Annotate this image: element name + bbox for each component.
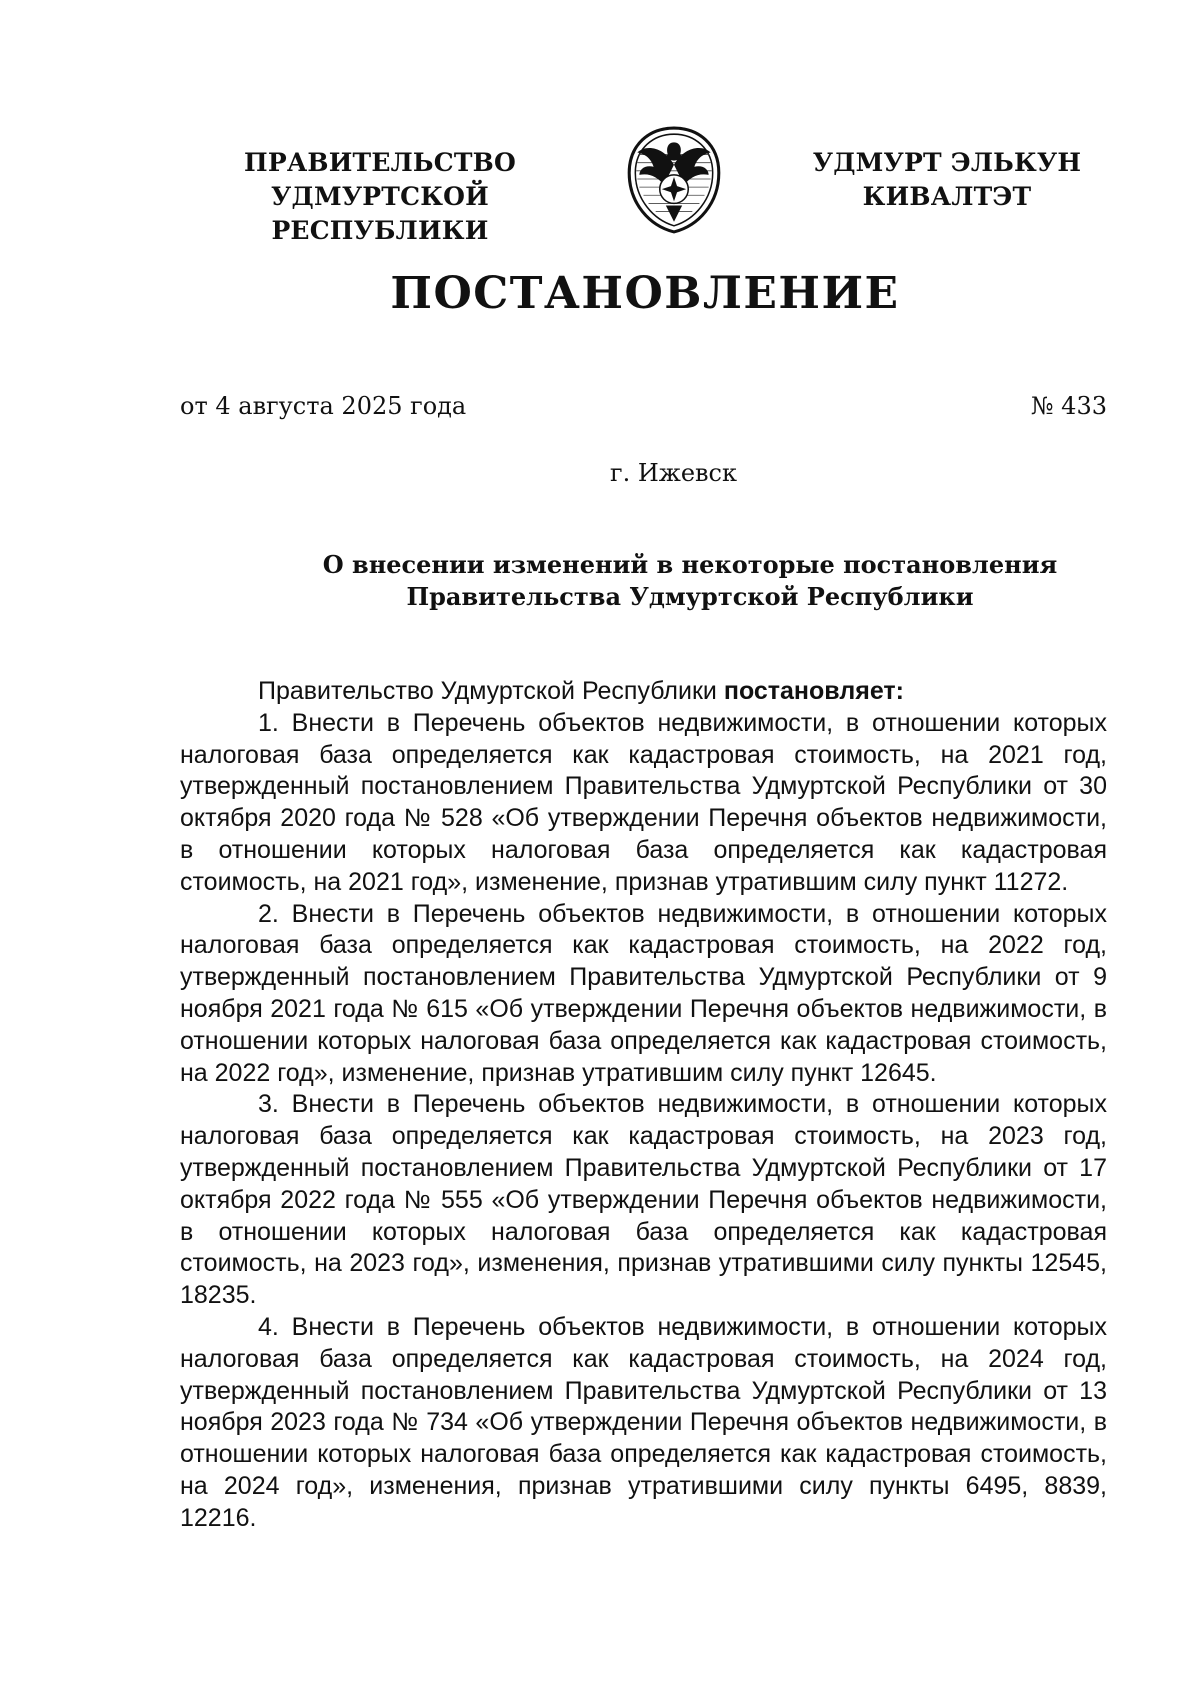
clause-paragraph-1: 1. Внести в Перечень объектов недвижимости, в отношении которых налоговая база определяется как кадастровая стоимость, на 2021 год, утвержденный постановлением Правительства Удмуртской Республики от 30 октября 2020 года № 528 «Об утверждении Перечня объектов недвижимости, в отношении которых налоговая база определяется как кадастровая стоимость, на 2021 год», изменение, признав утратившим силу пункт 11272. <box>180 708 1107 896</box>
clause-paragraph-2: 2. Внести в Перечень объектов недвижимости, в отношении которых налоговая база определяется как кадастровая стоимость, на 2022 год, утвержденный постановлением Правительства Удмуртской Республики от 9 ноября 2021 года № 615 «Об утверждении Перечня объектов недвижимости, в отношении которых налоговая база определяется как кадастровая стоимость, на 2022 год», изменение, признав утратившим силу пункт 12645. <box>180 899 1107 1087</box>
header-left-line2: УДМУРТСКОЙ РЕСПУБЛИКИ <box>271 182 489 245</box>
document-date: от 4 августа 2025 года <box>180 392 467 420</box>
header-left-line1: ПРАВИТЕЛЬСТВО <box>244 148 516 177</box>
document-number: № 433 <box>1030 392 1107 420</box>
title-line1: О внесении изменений в некоторые постановления <box>322 550 1058 579</box>
government-name-udmurt <box>792 146 1102 214</box>
decree-word: постановляет: <box>723 677 904 705</box>
government-name-russian <box>170 146 590 248</box>
header-right-line2: КИВАЛТЭТ <box>862 182 1032 211</box>
document-city: г. Ижевск <box>610 459 737 487</box>
document-title <box>180 549 1200 613</box>
intro-text: Правительство Удмуртской Республики <box>258 677 724 705</box>
clause-paragraph-3: 3. Внести в Перечень объектов недвижимости, в отношении которых налоговая база определяется как кадастровая стоимость, на 2023 год, утвержденный постановлением Правительства Удмуртской Республики от 17 октября 2022 года № 555 «Об утверждении Перечня объектов недвижимости, в отношении которых налоговая база определяется как кадастровая стоимость, на 2023 год», изменения, признав утратившими силу пункты 12545, 18235. <box>180 1090 1107 1310</box>
document-body <box>180 676 1107 1535</box>
clause-paragraph-4: 4. Внести в Перечень объектов недвижимости, в отношении которых налоговая база определяется как кадастровая стоимость, на 2024 год, утвержденный постановлением Правительства Удмуртской Республики от 13 ноября 2023 года № 734 «Об утверждении Перечня объектов недвижимости, в отношении которых налоговая база определяется как кадастровая стоимость, на 2024 год», изменения, признав утратившими силу пункты 6495, 8839, 12216. <box>180 1312 1107 1532</box>
document-type-heading: ПОСТАНОВЛЕНИЕ <box>390 268 900 319</box>
title-line2: Правительства Удмуртской Республики <box>406 582 974 611</box>
intro-paragraph <box>180 676 1107 708</box>
udmurt-coat-of-arms-icon <box>623 124 725 236</box>
header-right-line1: УДМУРТ ЭЛЬКУН <box>812 148 1082 177</box>
